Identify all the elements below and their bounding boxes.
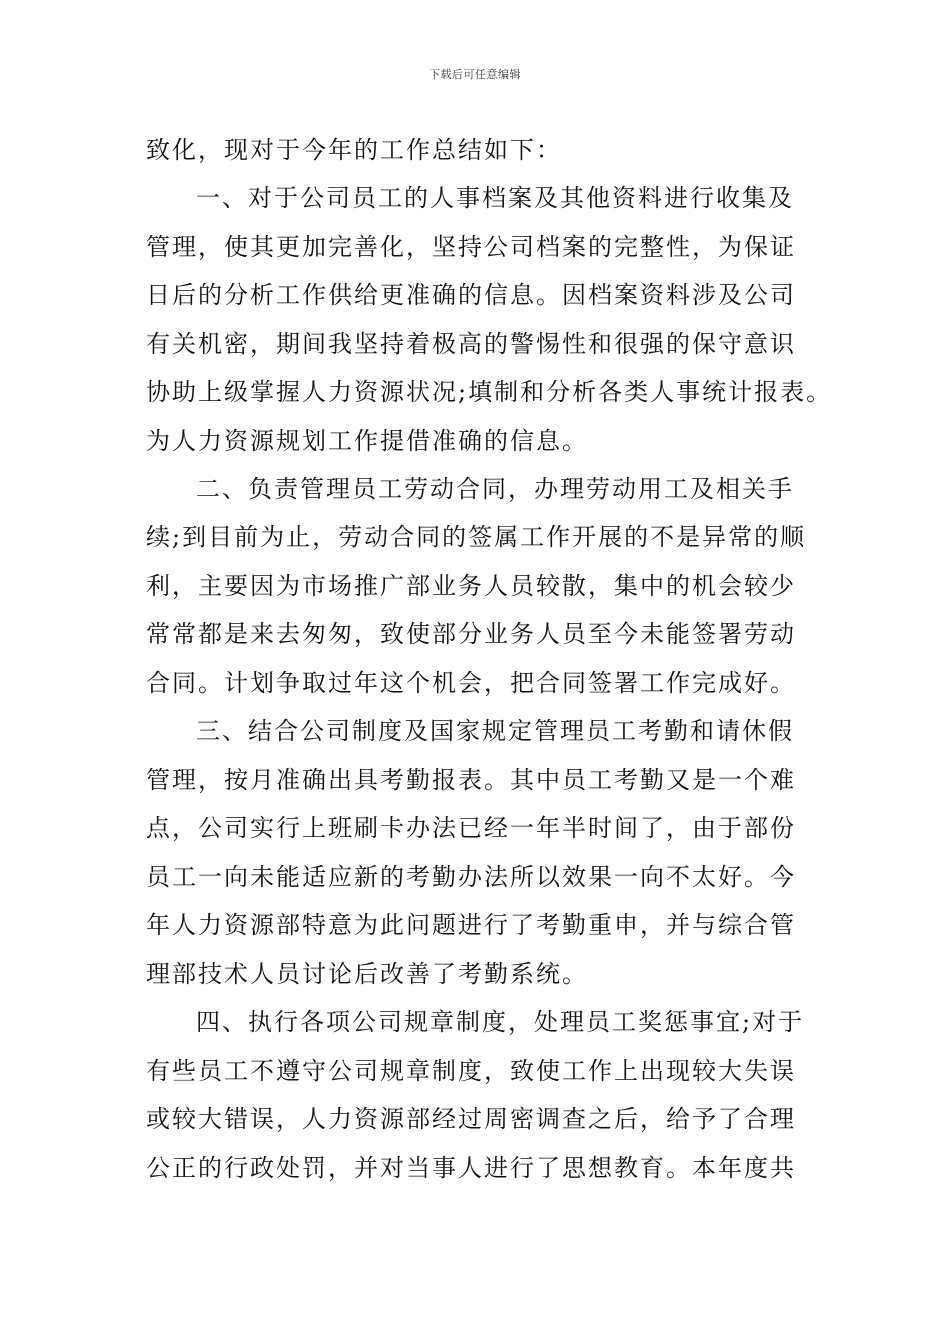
text-line-12: 合同。计划争取过年这个机会，把合同签署工作完成好。 — [146, 669, 796, 697]
text-line-20: 有些员工不遵守公司规章制度，致使工作上出现较大失误 — [146, 1057, 796, 1085]
text-line-3: 管理，使其更加完善化，坚持公司档案的完整性，为保证 — [146, 233, 796, 261]
text-line-21: 或较大错误，人力资源部经过周密调查之后，给予了合理 — [146, 1105, 796, 1133]
text-line-5: 有关机密，期间我坚持着极高的警惕性和很强的保守意识 — [146, 330, 796, 358]
text-line-14: 管理，按月准确出具考勤报表。其中员工考勤又是一个难 — [146, 766, 796, 794]
text-line-10: 利，主要因为市场推广部业务人员较散，集中的机会较少 — [146, 572, 796, 600]
text-line-9: 续;到目前为止，劳动合同的签属工作开展的不是异常的顺 — [146, 523, 807, 551]
text-line-8: 二、负责管理员工劳动合同，办理劳动用工及相关手 — [196, 475, 794, 503]
text-line-1: 致化，现对于今年的工作总结如下： — [146, 136, 562, 164]
text-line-19: 四、执行各项公司规章制度，处理员工奖惩事宜;对于 — [196, 1008, 805, 1036]
text-line-6: 协助上级掌握人力资源状况;填制和分析各类人事统计报表。 — [146, 378, 833, 406]
text-line-4: 日后的分析工作供给更准确的信息。因档案资料涉及公司 — [146, 281, 796, 309]
text-line-11: 常常都是来去匆匆，致使部分业务人员至今未能签署劳动 — [146, 620, 796, 648]
text-line-18: 理部技术人员讨论后改善了考勤系统。 — [146, 960, 588, 988]
text-line-15: 点，公司实行上班刷卡办法已经一年半时间了，由于部份 — [146, 814, 796, 842]
page-header: 下载后可任意编辑 — [429, 68, 521, 81]
text-line-16: 员工一向未能适应新的考勤办法所以效果一向不太好。今 — [146, 863, 796, 891]
text-line-13: 三、结合公司制度及国家规定管理员工考勤和请休假 — [196, 717, 794, 745]
text-line-22: 公正的行政处罚，并对当事人进行了思想教育。本年度共 — [146, 1154, 796, 1182]
text-line-17: 年人力资源部特意为此问题进行了考勤重申，并与综合管 — [146, 911, 796, 939]
text-line-7: 为人力资源规划工作提借准确的信息。 — [146, 427, 588, 455]
text-line-2: 一、对于公司员工的人事档案及其他资料进行收集及 — [196, 184, 794, 212]
